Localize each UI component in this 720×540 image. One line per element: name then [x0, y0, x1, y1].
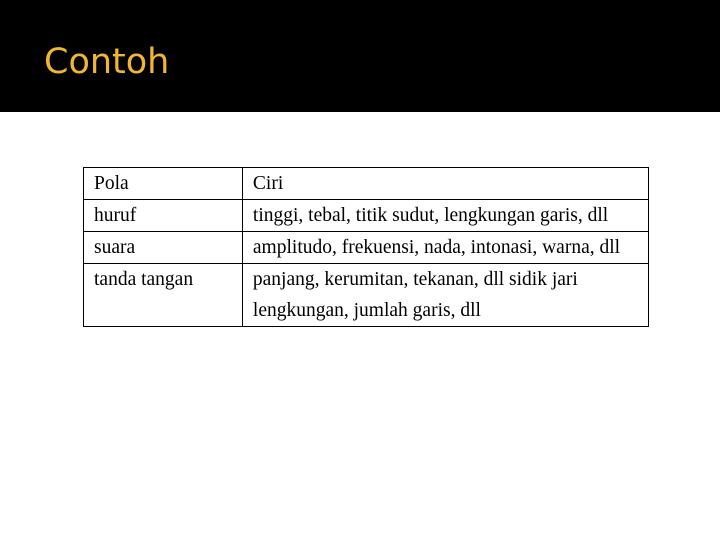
ciri-text: tinggi, tebal, titik sudut, lengkungan garis, dll [252, 205, 609, 226]
table-row [84, 232, 649, 264]
pola-text: suara [94, 237, 136, 258]
table-cell-pola [84, 232, 243, 264]
table-cell-pola [84, 264, 243, 327]
ciri-text: panjang, kerumitan, tekanan, dll sidik jari lengkungan, jumlah garis, dll [252, 269, 578, 321]
pattern-table [83, 167, 649, 327]
pola-text: huruf [94, 205, 137, 226]
table-header-row [84, 168, 649, 200]
table-cell-ciri [242, 200, 648, 232]
header-cell-pola [84, 168, 243, 200]
title-bar [0, 0, 720, 112]
table-row [84, 200, 649, 232]
table-cell-ciri [242, 232, 648, 264]
header-label-pola: Pola [94, 173, 129, 194]
pola-text: tanda tangan [94, 269, 194, 290]
header-label-ciri: Ciri [252, 173, 284, 194]
header-cell-ciri [242, 168, 648, 200]
slide-title: Contoh [44, 42, 170, 82]
table-row [84, 264, 649, 327]
table-cell-pola [84, 200, 243, 232]
table-cell-ciri [242, 264, 648, 327]
ciri-text: amplitudo, frekuensi, nada, intonasi, warna, dll [252, 237, 621, 258]
